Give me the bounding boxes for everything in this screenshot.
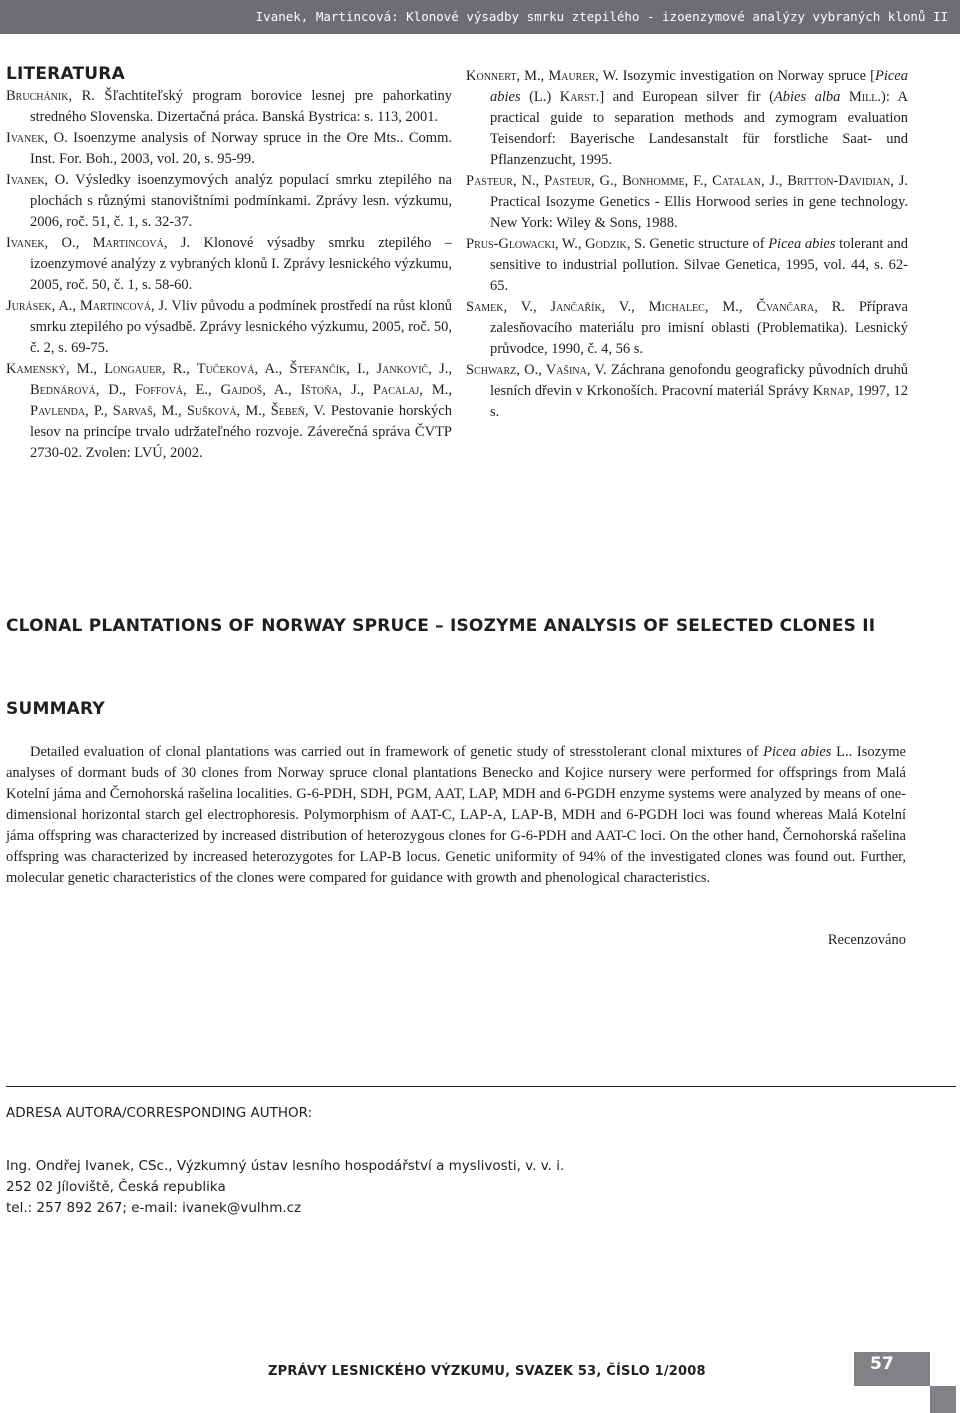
reference-item	[6, 359, 452, 464]
reference-authors: Ivanek, O.	[6, 130, 68, 146]
reference-authors: Samek, V., Jančařík, V., Michalec, M., Čvančara, R.	[466, 299, 845, 315]
reference-authors: Ivanek, O., Martincová, J.	[6, 235, 191, 251]
english-title: CLONAL PLANTATIONS OF NORWAY SPRUCE – ISOZYME ANALYSIS OF SELECTED CLONES II	[6, 616, 876, 636]
reference-text: Krnap	[812, 383, 850, 399]
reference-authors: Kamenský, M., Longauer, R., Tučeková, A., Štefančík, I., Jankovič, J., Bednárová, D., Foffová, E., Gajdoš, A., Ištoňa, J., Pacalaj, M., Pavlenda, P., Sarvaš, M., Sušková, M., Šebeň, V.	[6, 361, 452, 419]
reference-text: Abies alba	[773, 89, 841, 105]
reference-text: Výsledky isoenzymových analýz populací smrku ztepilého na plochách s různými stanovištními podmínkami. Zprávy lesn. výzkumu, 2006, roč. 51, č. 1, s. 32-37.	[30, 172, 452, 230]
reference-authors: Prus-Glowacki, W., Godzik, S.	[466, 236, 646, 252]
recenzovano-note: Recenzováno	[827, 932, 906, 948]
reference-text: , 1997, 12 s.	[490, 383, 908, 420]
reference-text: Klonové výsadby smrku ztepilého – izoenzymové analýzy z vybraných klonů I. Zprávy lesnického výzkumu, 2005, roč. 50, č. 1, s. 58-60.	[30, 235, 452, 293]
reference-authors: Ivanek, O.	[6, 172, 69, 188]
address-title: ADRESA AUTORA/CORRESPONDING AUTHOR:	[6, 1105, 313, 1121]
reference-text: Genetic structure of	[645, 236, 769, 252]
summary-species: Picea abies	[763, 744, 832, 760]
running-title: Ivanek, Martincová: Klonové výsadby smrku ztepilého - izoenzymové analýzy vybraných klonů II	[255, 9, 948, 24]
reference-text: Picea abies	[768, 236, 836, 252]
reference-text	[840, 89, 849, 105]
reference-text: tolerant and sensitive to industrial pollution. Silvae Genetica, 1995, vol. 44, s. 62-65.	[490, 236, 908, 294]
reference-authors: Bruchánik, R.	[6, 88, 95, 104]
reference-text: Mill.	[848, 89, 881, 105]
reference-text: Příprava zalesňovacího materiálu pro imisní oblasti (Problematika). Lesnický průvodce, 1990, č. 4, 56 s.	[490, 299, 908, 357]
references-left-column	[6, 86, 452, 464]
reference-item	[466, 360, 908, 423]
summary-heading: SUMMARY	[6, 699, 105, 719]
reference-text: ): A practical guide to separation methods and zymogram evaluation Teisendorf: Bayerische Landesanstalt für forstliche Saat- und Pflanzenzucht, 1995.	[490, 89, 909, 168]
address-block	[6, 1156, 564, 1219]
summary-text	[6, 742, 906, 889]
reference-text: Isozymic investigation on Norway spruce [	[618, 68, 875, 84]
reference-text: Šľachtiteľský program borovice lesnej pre pahorkatiny stredného Slovenska. Dizertačná práca. Banská Bystrica: s. 113, 2001.	[30, 88, 453, 125]
reference-item	[466, 297, 908, 360]
reference-text: Picea abies	[490, 68, 908, 105]
reference-text: (L.)	[520, 89, 560, 105]
references-right-column	[466, 66, 908, 423]
footer-journal: ZPRÁVY LESNICKÉHO VÝZKUMU, SVAZEK 53, ČÍSLO 1/2008	[268, 1364, 706, 1379]
reference-authors: Pasteur, N., Pasteur, G., Bonhomme, F., Catalan, J., Britton-Davidian, J.	[466, 173, 908, 189]
reference-authors: Schwarz, O., Vašina, V.	[466, 362, 607, 378]
page-corner-tab	[930, 1386, 956, 1413]
reference-authors: Jurásek, A., Martincová, J.	[6, 298, 168, 314]
reference-text: Záchrana genofondu geograficky původních druhů lesních dřevin v Krkonoších. Pracovní materiál Správy	[490, 362, 908, 399]
summary-text-before: Detailed evaluation of clonal plantations was carried out in framework of genetic study of stresstolerant clonal mixtures of	[30, 744, 764, 760]
reference-text: Karst.	[559, 89, 600, 105]
address-line-city: 252 02 Jíloviště, Česká republika	[6, 1179, 226, 1195]
reference-text: Isoenzyme analysis of Norway spruce in the Ore Mts.. Comm. Inst. For. Boh., 2003, vol. 20, s. 95-99.	[30, 130, 452, 167]
reference-item	[6, 170, 452, 233]
reference-item	[466, 66, 908, 171]
reference-item	[466, 171, 908, 234]
reference-text: Practical Isozyme Genetics - Ellis Horwood series in gene technology. New York: Wiley & Sons, 1988.	[490, 194, 908, 231]
summary-text-after: L.. Isozyme analyses of dormant buds of 30 clones from Norway spruce clonal plantations Benecko and Kojice nursery were performed for offsprings from Malá Kotelní jáma and Černohorská rašelina localities. G-6-PDH, SDH, PGM, AAT, LAP, MDH and 6-PGDH enzyme systems were analyzed by means of one-dimensional horizontal starch gel electrophoresis. Polymorphism of AAT-C, LAP-A, LAP-B, MDH and 6-PGDH loci was found whereas Malá Kotelní jáma offspring was characterized by increased distribution of heterozygous clones for G-6-PDH and AAT-C loci. On the other hand, Černohorská rašelina offspring was characterized by increased heterozygotes for LAP-B locus. Genetic uniformity of 94% of the investigated clones was found out. Further, molecular genetic characteristics of the clones were compared for guidance with growth and phenological characteristics.	[6, 744, 906, 886]
reference-item	[6, 86, 452, 128]
reference-item	[6, 128, 452, 170]
address-line-name: Ing. Ondřej Ivanek, CSc., Výzkumný ústav lesního hospodářství a myslivosti, v. v. i.	[6, 1158, 565, 1174]
address-line-contact: tel.: 257 892 267; e-mail: ivanek@vulhm.cz	[6, 1200, 302, 1216]
reference-text: ] and European silver fir (	[599, 89, 774, 105]
reference-text: Pestovanie horských lesov na princípe trvalo udržateľného rozvoje. Záverečná správa ČVTP 2730-02. Zvolen: LVÚ, 2002.	[30, 403, 452, 461]
reference-text: Vliv původu a podmínek prostředí na růst klonů smrku ztepilého po výsadbě. Zprávy lesnického výzkumu, 2005, roč. 50, č. 2, s. 69-75.	[30, 298, 453, 356]
running-header	[0, 0, 960, 34]
literature-heading: LITERATURA	[6, 64, 125, 84]
reference-authors: Konnert, M., Maurer, W.	[466, 68, 619, 84]
reference-item	[6, 296, 452, 359]
reference-item	[466, 234, 908, 297]
page-number: 57	[870, 1354, 894, 1374]
divider-rule	[6, 1086, 956, 1087]
reference-item	[6, 233, 452, 296]
